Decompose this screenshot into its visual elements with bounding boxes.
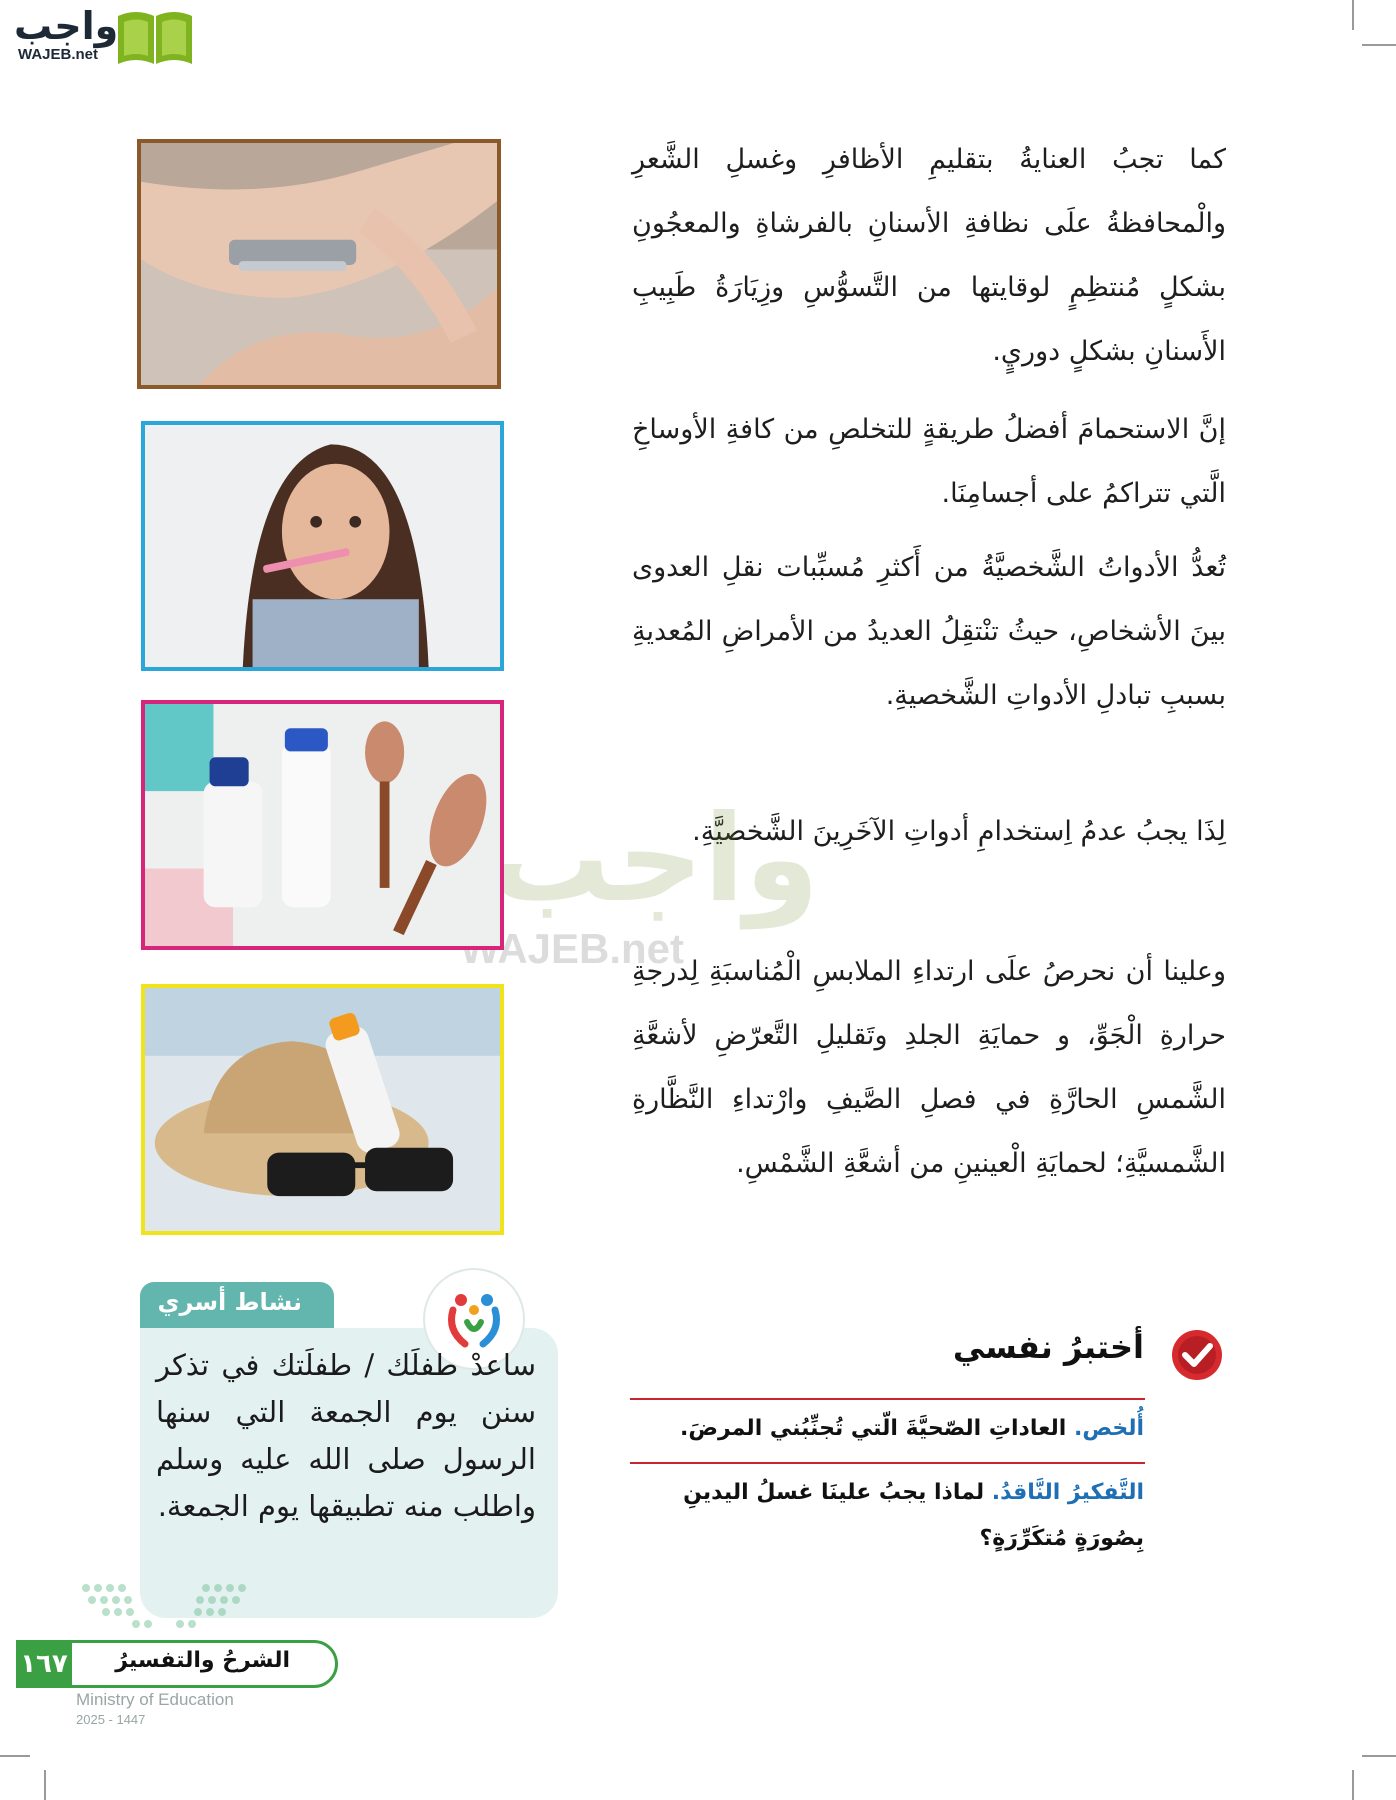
question-key: التَّفكيرُ النَّاقدُ. [991, 1480, 1144, 1505]
paragraph-personal-tools: تُعدُّ الأدواتُ الشَّخصيَّةُ من أَكثرِ مُسبِّبات نقلِ العدوى بينَ الأشخاصِ، حيثُ تنْتقِلُ العديدُ من الأمراضِ المُعديةِ بسببِ تبادلِ الأدواتِ الشَّخصيةِ. [632, 552, 1226, 711]
crop-mark [1362, 44, 1396, 46]
photo-sun-protection [141, 984, 504, 1235]
section-label: الشرحُ والتفسيرُ [115, 1648, 290, 1673]
divider [630, 1398, 1145, 1400]
question-text: العاداتِ الصّحيَّةَ الّتي تُجنِّبُني المرضَ. [680, 1416, 1074, 1441]
logo-arabic: واجب [14, 4, 119, 48]
crop-mark [1352, 0, 1354, 30]
paragraph-clothing-sun: وعلينا أن نحرصُ علَى ارتداءِ الملابسِ الْمُناسبَةِ لِدرجةِ حرارةِ الْجَوِّ، و حمايَةِ الجلدِ وتَقليلِ التَّعرّضِ لأشعَّةِ الشَّمسِ الحارَّةِ في فصلِ الصَّيفِ وارْتداءِ النَّظَّارةِ الشَّمسيَّةِ؛ لحمايَةِ الْعينينِ من أشعَّةِ الشَّمْسِ. [632, 956, 1226, 1179]
test-yourself-title: أختبرُ نفسي [952, 1328, 1144, 1366]
wajeb-logo[interactable] [8, 4, 193, 68]
question-critical-thinking [629, 1470, 1144, 1562]
page-number: ١٦٧ [16, 1640, 72, 1688]
family-activity-tab [140, 1282, 334, 1328]
paragraph-bathing: إنَّ الاستحمامَ أفضلُ طريقةٍ للتخلصِ من كافةِ الأوساخِ الَّتي تتراكمُ على أجسامِنَا. [632, 414, 1226, 509]
logo-english: WAJEB.net [18, 46, 99, 63]
watermark-arabic: واجب [490, 790, 820, 929]
photo-nail-clipper [137, 139, 501, 389]
crop-mark [1362, 1755, 1396, 1757]
question-text: لماذا يجبُ علينَا غسلُ اليدينِ بِصُورَةٍ مُتكَرِّرَةٍ؟ [683, 1480, 1144, 1551]
checkmark-icon [1170, 1328, 1224, 1382]
family-activity-text: ساعدْ طفلَك / طفلَتك في تذكر سنن يوم الجمعة التي سنها الرسول صلى الله عليه وسلم واطلب منه تطبيقها يوم الجمعة. [156, 1348, 536, 1523]
photo-personal-care-items [141, 700, 504, 950]
crop-mark [1352, 1770, 1354, 1800]
ministry-english: Ministry of Education [76, 1690, 234, 1709]
paragraph-grooming: كما تجبُ العنايةُ بتقليمِ الأظافرِ وغسلِ الشَّعرِ والْمحافظةُ علَى نظافةِ الأسنانِ بالفرشاةِ والمعجُونِ بشكلٍ مُنتظِمٍ لوقايتها من التَّسوُّسِ وزِيَارَةُ طَبِيبِ الأَسنانِ بشكلٍ دوريٍ. [632, 144, 1226, 367]
paragraph-no-sharing: لِذَا يجبُ عدمُ اِستخدامِ أدواتِ الآخَرِينَ الشَّخصيَّةِ. [692, 816, 1226, 847]
question-key: أُلخص. [1073, 1416, 1144, 1441]
divider [630, 1462, 1145, 1464]
photo-child-brushing [141, 421, 504, 671]
ministry-year: 2025 - 1447 [76, 1712, 146, 1727]
crop-mark [0, 1755, 30, 1757]
question-summarize [629, 1406, 1144, 1452]
family-activity-label: نشاط أسري [157, 1288, 302, 1316]
book-icon [114, 8, 196, 66]
watermark-english: WAJEB.net [460, 925, 685, 972]
crop-mark [44, 1770, 46, 1800]
